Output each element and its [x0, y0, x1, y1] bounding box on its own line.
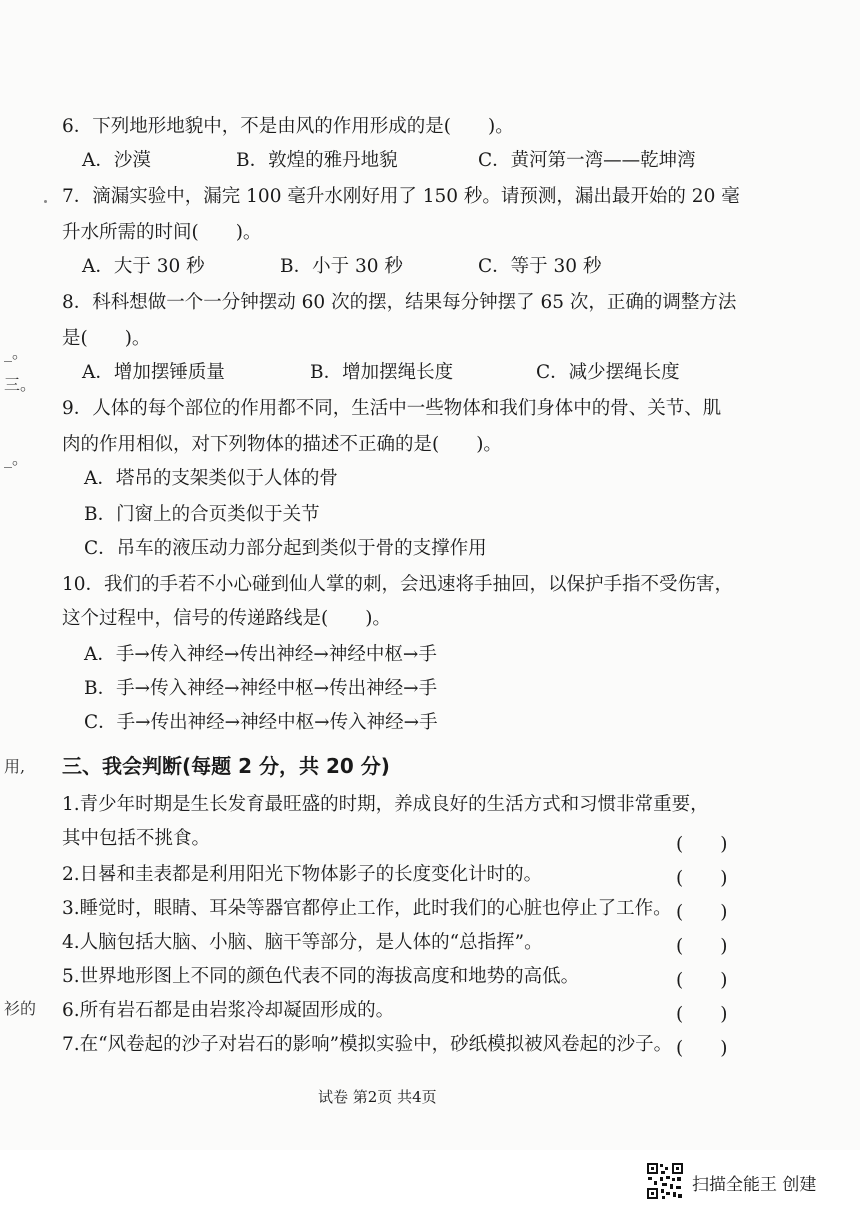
question-9: 9．人体的每个部位的作用都不同，生活中一些物体和我们身体中的骨、关节、肌	[62, 398, 722, 419]
question-8-cont: 是( )。	[62, 328, 151, 349]
speck	[44, 200, 47, 203]
option-b: B．敦煌的雅丹地貌	[236, 150, 398, 171]
option-b: B．小于 30 秒	[280, 256, 403, 277]
option-c: C．等于 30 秒	[478, 256, 602, 277]
question-7: 7．滴漏实验中，漏完 100 毫升水刚好用了 150 秒。请预测，漏出最开始的 20 毫	[62, 186, 740, 207]
option-b: B．增加摆绳长度	[310, 362, 454, 383]
margin-fragment: _。	[4, 343, 29, 362]
option-c: C．吊车的液压动力部分起到类似于骨的支撑作用	[84, 538, 487, 559]
judge-item-6: 6.所有岩石都是由岩浆冷却凝固形成的。	[62, 1000, 395, 1021]
judge-item-5: 5.世界地形图上不同的颜色代表不同的海拔高度和地势的高低。	[62, 966, 580, 987]
answer-blank[interactable]: ( )	[676, 902, 728, 923]
question-8: 8．科科想做一个一分钟摆动 60 次的摆，结果每分钟摆了 65 次，正确的调整方法	[62, 292, 737, 313]
question-10: 10．我们的手若不小心碰到仙人掌的刺，会迅速将手抽回，以保护手指不受伤害，	[62, 574, 734, 595]
answer-blank[interactable]: ( )	[676, 1038, 728, 1059]
answer-blank[interactable]: ( )	[676, 970, 728, 991]
section-title: 三、我会判断(每题 2 分，共 20 分)	[62, 754, 390, 778]
page-footer: 试卷 第2页 共4页	[318, 1088, 437, 1106]
question-9-cont: 肉的作用相似，对下列物体的描述不正确的是( )。	[62, 434, 502, 455]
qr-code-icon	[646, 1162, 684, 1200]
option-a: A．沙漠	[82, 150, 151, 171]
judge-item-3: 3.睡觉时，眼睛、耳朵等器官都停止工作，此时我们的心脏也停止了工作。	[62, 898, 672, 919]
judge-item-2: 2.日晷和圭表都是利用阳光下物体影子的长度变化计时的。	[62, 864, 543, 885]
question-10-cont: 这个过程中，信号的传递路线是( )。	[62, 608, 391, 629]
option-c: C．手→传出神经→神经中枢→传入神经→手	[84, 712, 438, 733]
answer-blank[interactable]: ( )	[676, 868, 728, 889]
margin-fragment: 三。	[4, 375, 37, 394]
option-c: C．减少摆绳长度	[536, 362, 680, 383]
scanner-brand-text: 扫描全能王 创建	[692, 1175, 817, 1195]
margin-fragment: _。	[4, 449, 29, 468]
answer-blank[interactable]: ( )	[676, 834, 728, 855]
option-b: B．手→传入神经→神经中枢→传出神经→手	[84, 678, 438, 699]
option-c: C．黄河第一湾——乾坤湾	[478, 150, 696, 171]
option-a: A．增加摆锤质量	[82, 362, 225, 383]
margin-fragment: 用,	[4, 757, 26, 776]
question-6: 6．下列地形地貌中，不是由风的作用形成的是( )。	[62, 116, 514, 137]
answer-blank[interactable]: ( )	[676, 936, 728, 957]
option-b: B．门窗上的合页类似于关节	[84, 504, 320, 525]
judge-item-7: 7.在“风卷起的沙子对岩石的影响”模拟实验中，砂纸模拟被风卷起的沙子。	[62, 1034, 673, 1055]
judge-item-4: 4.人脑包括大脑、小脑、脑干等部分，是人体的“总指挥”。	[62, 932, 543, 953]
option-a: A．塔吊的支架类似于人体的骨	[84, 468, 338, 489]
option-a: A．手→传入神经→传出神经→神经中枢→手	[84, 644, 437, 665]
option-a: A．大于 30 秒	[82, 256, 205, 277]
judge-item-1: 1.青少年时期是生长发育最旺盛的时期，养成良好的生活方式和习惯非常重要，	[62, 794, 709, 815]
judge-item-1-cont: 其中包括不挑食。	[62, 828, 211, 849]
answer-blank[interactable]: ( )	[676, 1004, 728, 1025]
question-7-cont: 升水所需的时间( )。	[62, 222, 262, 243]
margin-fragment: 衫的	[4, 999, 37, 1018]
